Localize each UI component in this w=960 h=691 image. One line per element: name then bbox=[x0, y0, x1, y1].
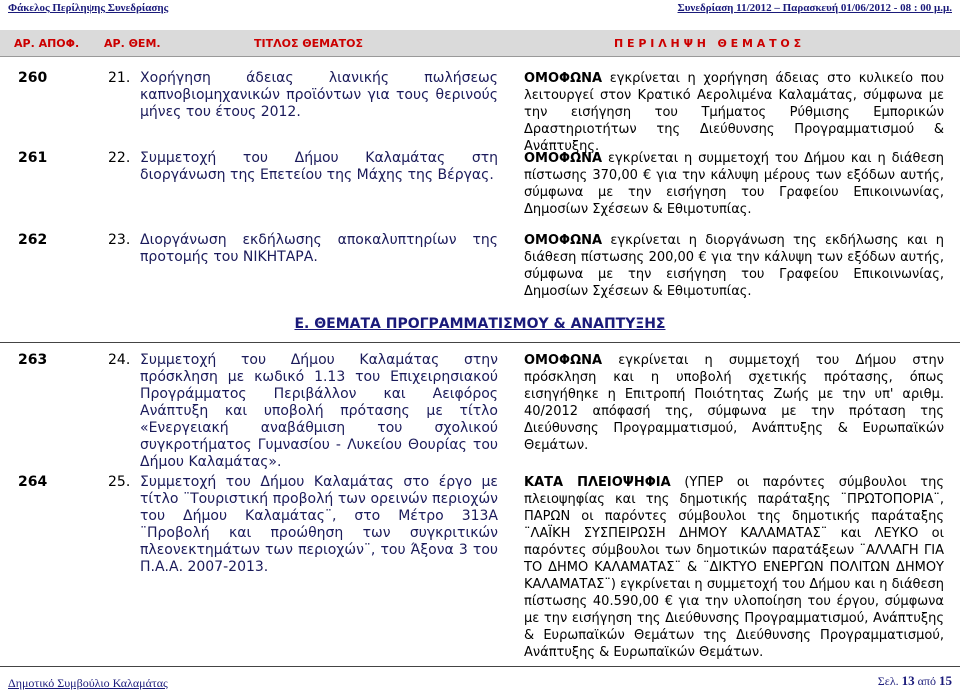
item-summary bbox=[524, 352, 944, 454]
section-divider bbox=[0, 342, 960, 343]
item-number: 21. bbox=[108, 70, 131, 86]
summary-text: εγκρίνεται η συμμετοχή του Δήμου και η διάθεση πίστωσης 370,00 € για την κάλυψη μέρους των εξόδων αυτής, σύμφωνα με την εισήγηση του Γραφείου Επικοινωνίας, Δημοσίων Σχέσεων & Εθιμοτυπίας. bbox=[524, 151, 944, 217]
page-indicator bbox=[878, 673, 952, 689]
section-title: Ε. ΘΕΜΑΤΑ ΠΡΟΓΡΑΜΜΑΤΙΣΜΟΥ & ΑΝΑΠΤΥΞΗΣ bbox=[294, 316, 666, 332]
decision-number: 264 bbox=[18, 474, 48, 490]
item-title: Συμμετοχή του Δήμου Καλαμάτας στην πρόσκληση με κωδικό 1.13 του Επιχειρησιακού Προγράμματος Περιβάλλον και Αειφόρος Ανάπτυξη και υποβολή πρότασης με τίτλο «Ενεργειακή αναβάθμιση του σχολικού συγκροτήματος Γυμνασίου - Λυκείου Θουρίας του Δήμου Καλαμάτας». bbox=[140, 352, 498, 470]
item-summary bbox=[524, 232, 944, 300]
summary-text: εγκρίνεται η διοργάνωση της εκδήλωσης και η διάθεση πίστωσης 200,00 € για την κάλυψη των εξόδων αυτής, σύμφωνα με την εισήγηση του Γραφείου Επικοινωνίας, Δημοσίων Σχέσεων & Εθιμοτυπίας. bbox=[524, 233, 944, 299]
footer-left: Δημοτικό Συμβούλιο Καλαμάτας bbox=[8, 676, 168, 690]
verdict: ΟΜΟΦΩΝΑ bbox=[524, 71, 603, 86]
item-number: 22. bbox=[108, 150, 131, 166]
item-title: Συμμετοχή του Δήμου Καλαμάτας στο έργο με τίτλο ¨Τουριστική προβολή των ορεινών περιοχών του Δήμου Καλαμάτας¨, στο Μέτρο 313Α ¨Προβολή και προώθηση των συγκριτικών πλεονεκτημάτων των περιοχών¨, του Άξονα 3 του Π.Α.Α. 2007-2013. bbox=[140, 474, 498, 575]
header-right: Συνεδρίαση 11/2012 – Παρασκευή 01/06/2012 - 08 : 00 μ.μ. bbox=[677, 2, 952, 14]
col-item-no: ΑΡ. ΘΕΜ. bbox=[104, 37, 161, 50]
item-number: 24. bbox=[108, 352, 131, 368]
item-summary bbox=[524, 150, 944, 218]
col-decision-no: ΑΡ. ΑΠΟΦ. bbox=[14, 37, 80, 50]
item-title: Συμμετοχή του Δήμου Καλαμάτας στη διοργάνωση της Επετείου της Μάχης της Βέργας. bbox=[140, 150, 498, 183]
summary-text: εγκρίνεται η χορήγηση άδειας στο κυλικείο που λειτουργεί στον Κρατικό Αερολιμένα Καλαμάτας, σύμφωνα με την εισήγηση του Τμήματος Ρύθμισης Εμπορικών Δραστηριοτήτων της Διεύθυνσης Προγραμματισμού & Ανάπτυξης. bbox=[524, 71, 944, 154]
page-of: από bbox=[917, 674, 936, 688]
page-number: 13 bbox=[901, 673, 915, 688]
column-header-bar bbox=[0, 30, 960, 57]
page-prefix: Σελ. bbox=[877, 674, 899, 688]
decision-number: 263 bbox=[18, 352, 48, 368]
page-total: 15 bbox=[939, 673, 952, 688]
item-summary bbox=[524, 70, 944, 155]
summary-text: (ΥΠΕΡ οι παρόντες σύμβουλοι της πλειοψηφίας και της δημοτικής παράταξης ¨ΠΡΩΤΟΠΟΡΙΑ¨, ΠΑΡΩΝ οι παρόντες σύμβουλοι της δημοτικής παράταξης ¨ΛΑΪΚΗ ΣΥΣΠΕΙΡΩΣΗ ΔΗΜΟΥ ΚΑΛΑΜΑΤΑΣ¨ και ΛΕΥΚΟ οι παρόντες σύμβουλοι των δημοτικών παρατάξεων ¨ΑΛΛΑΓΗ ΓΙΑ ΤΟ ΔΗΜΟ ΚΑΛΑΜΑΤΑΣ¨ & ¨ΔΙΚΤΥΟ ΕΝΕΡΓΩΝ ΠΟΛΙΤΩΝ ΔΗΜΟΥ ΚΑΛΑΜΑΤΑΣ¨) εγκρίνεται η συμμετοχή του Δήμου και η διάθεση πίστωσης 40.590,00 € για την υλοποίηση του έργου, σύμφωνα με την εισήγηση της Διεύθυνσης Προγραμματισμού, Ανάπτυξης & Ευρωπαϊκών Θεμάτων της Διεύθυνσης Προγραμματισμού, Ανάπτυξης & Ευρωπαϊκών Θεμάτων. bbox=[524, 475, 944, 660]
summary-text: εγκρίνεται η συμμετοχή του Δήμου στην πρόσκληση και η υποβολή σχετικής πρότασης, όπως εισηγήθηκε η Επιτροπή Ποιότητας Ζωής με την υπ' αριθμ. 40/2012 απόφασή της, σύμφωνα με την πρόταση της Διεύθυνσης Προγραμματισμού, Ανάπτυξης & Ευρωπαϊκών Θεμάτων. bbox=[524, 353, 944, 453]
item-summary bbox=[524, 474, 944, 661]
item-title: Διοργάνωση εκδήλωσης αποκαλυπτηρίων της προτομής του ΝΙΚΗΤΑΡΑ. bbox=[140, 232, 498, 265]
col-summary: Π Ε Ρ Ι Λ Η Ψ Η Θ Ε Μ Α Τ Ο Σ bbox=[614, 37, 802, 50]
item-number: 23. bbox=[108, 232, 131, 248]
footer-divider bbox=[0, 666, 960, 667]
col-title: ΤΙΤΛΟΣ ΘΕΜΑΤΟΣ bbox=[254, 37, 364, 50]
item-number: 25. bbox=[108, 474, 131, 490]
decision-number: 260 bbox=[18, 70, 48, 86]
verdict: ΚΑΤΑ ΠΛΕΙΟΨΗΦΙΑ bbox=[524, 475, 671, 490]
verdict: ΟΜΟΦΩΝΑ bbox=[524, 353, 603, 368]
header-left: Φάκελος Περίληψης Συνεδρίασης bbox=[8, 2, 169, 14]
verdict: ΟΜΟΦΩΝΑ bbox=[524, 151, 603, 166]
decision-number: 261 bbox=[18, 150, 48, 166]
decision-number: 262 bbox=[18, 232, 48, 248]
verdict: ΟΜΟΦΩΝΑ bbox=[524, 233, 603, 248]
item-title: Χορήγηση άδειας λιανικής πωλήσεως καπνοβιομηχανικών προϊόντων για τους θερινούς μήνες του έτους 2012. bbox=[140, 70, 498, 120]
